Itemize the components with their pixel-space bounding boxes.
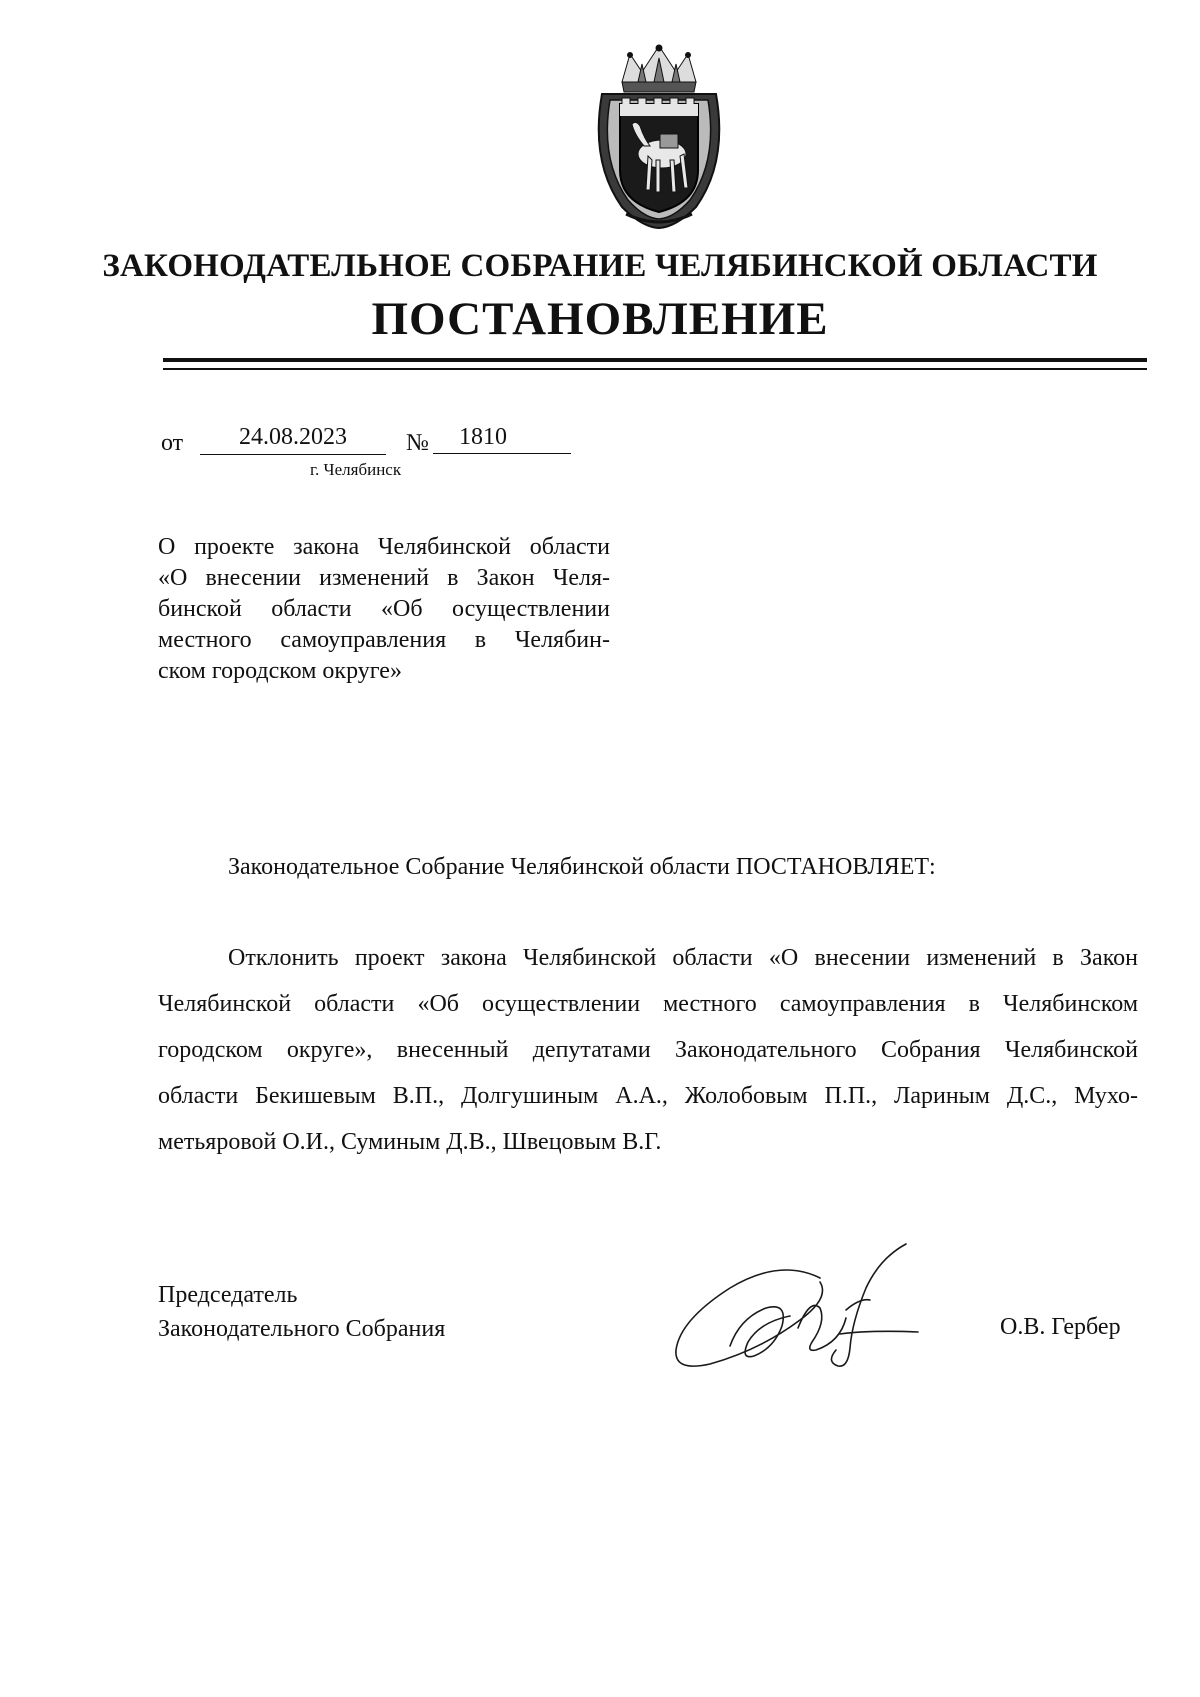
subject-line: бинской области «Об осуществлении xyxy=(158,596,610,622)
header-rule-thin xyxy=(163,368,1147,370)
decree-intro: Законодательное Собрание Челябинской области ПОСТАНОВЛЯЕТ: xyxy=(228,854,936,880)
subject-line: О проекте закона Челябинской области xyxy=(158,534,610,560)
document-subject xyxy=(158,532,610,687)
body-line: Челябинской области «Об осуществлении местного самоуправления в Челябинском xyxy=(158,991,1138,1017)
document-type-title: ПОСТАНОВЛЕНИЕ xyxy=(371,293,829,345)
header-rule-thick xyxy=(163,358,1147,362)
subject-line: ском городском округе» xyxy=(158,658,402,684)
signer-name: О.В. Гербер xyxy=(1000,1314,1121,1340)
body-line: метьяровой О.И., Суминым Д.В., Швецовым В.Г. xyxy=(158,1129,662,1155)
city-label: г. Челябинск xyxy=(310,460,402,479)
position-line: Законодательного Собрания xyxy=(158,1316,446,1342)
subject-line: местного самоуправления в Челябин- xyxy=(158,627,610,653)
position-line: Председатель xyxy=(158,1282,298,1308)
body-line: городском округе», внесенный депутатами Законодательного Собрания Челябинской xyxy=(158,1037,1138,1063)
signature-icon xyxy=(670,1238,940,1378)
organization-title: ЗАКОНОДАТЕЛЬНОЕ СОБРАНИЕ ЧЕЛЯБИНСКОЙ ОБЛАСТИ xyxy=(102,248,1098,284)
date-prefix: от xyxy=(161,430,184,456)
body-line: области Бекишевым В.П., Долгушиным А.А., Жолобовым П.П., Лариным Д.С., Мухо- xyxy=(158,1083,1138,1109)
number-sign: № xyxy=(406,430,429,456)
body-line: Отклонить проект закона Челябинской области «О внесении изменений в Закон xyxy=(228,945,1138,971)
subject-line: «О внесении изменений в Закон Челя- xyxy=(158,565,610,591)
coat-of-arms-icon xyxy=(582,42,736,230)
decree-body xyxy=(158,935,1138,1165)
signer-position xyxy=(158,1278,445,1346)
document-date: 24.08.2023 xyxy=(200,424,386,455)
document-number: 1810 xyxy=(433,424,571,454)
